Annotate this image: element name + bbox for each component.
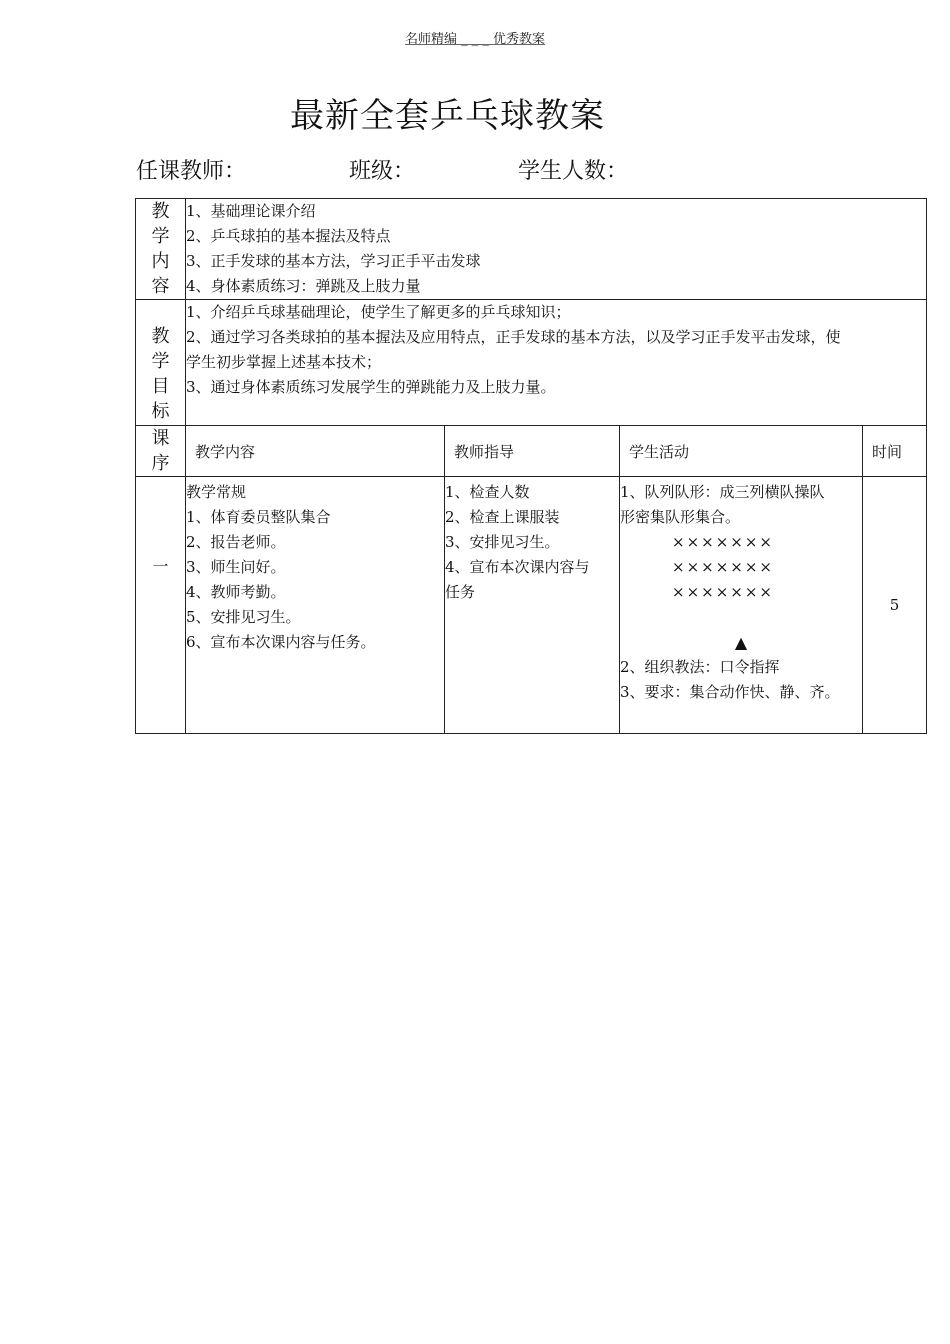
teacher-guidance [445, 477, 620, 734]
formation-row: ××××××× [672, 558, 774, 576]
content-items [186, 199, 927, 300]
activity-line: 形密集队形集合。 [620, 508, 741, 526]
spacer [620, 605, 862, 630]
student-activity [620, 477, 863, 734]
teacher-label: 任课教师： [136, 159, 247, 184]
formation-row: ××××××× [672, 533, 774, 551]
goals-row [136, 300, 927, 426]
activity-line: 1、队列队形：成三列横队操队 [620, 483, 825, 501]
time-header: 时间 [863, 426, 927, 477]
content-item: 1、基础理论课介绍 [186, 202, 316, 220]
routine-line: 3、师生问好。 [186, 558, 286, 576]
page-title: 最新全套乒乓球教案 [290, 96, 605, 136]
content-item: 3、正手发球的基本方法，学习正手平击发球 [186, 252, 481, 270]
seq-header-char: 课 [151, 428, 170, 449]
goals-text [186, 300, 927, 426]
goal-line: 3、通过身体素质练习发展学生的弹跳能力及上肢力量。 [186, 378, 556, 396]
guidance-line: 2、检查上课服装 [445, 508, 560, 526]
content-label-char: 学 [151, 226, 170, 247]
activity-line: 3、要求：集合动作快、静、齐。 [620, 683, 840, 701]
formation-row: ××××××× [672, 583, 774, 601]
class-label: 班级： [349, 159, 416, 184]
routine-line: 教学常规 [186, 483, 247, 501]
goals-label-char: 目 [151, 376, 170, 397]
goal-line: 学生初步掌握上述基本技术； [186, 353, 382, 371]
seq-header-char: 序 [151, 453, 170, 474]
goals-label [136, 300, 186, 426]
routine-line: 5、安排见习生。 [186, 608, 301, 626]
time-cell: 5 [863, 477, 927, 734]
routine-line: 2、报告老师。 [186, 533, 286, 551]
header-note [0, 28, 950, 47]
routine-line: 1、体育委员整队集合 [186, 508, 331, 526]
lesson-plan-table [135, 198, 927, 734]
seq-cell: 一 [136, 477, 186, 734]
content-row [136, 199, 927, 300]
goals-label-char: 教 [151, 326, 170, 347]
schedule-header-row [136, 426, 927, 477]
activity-line: 2、组织教法：口令指挥 [620, 658, 780, 676]
schedule-row [136, 477, 927, 734]
goals-label-char: 学 [151, 351, 170, 372]
routine-line: 4、教师考勤。 [186, 583, 286, 601]
goals-label-char: 标 [151, 401, 170, 422]
student-header: 学生活动 [620, 426, 863, 477]
content-item: 2、乒乓球拍的基本握法及特点 [186, 227, 391, 245]
header-note-text: 名师精编 _ _ _ 优秀教案 [404, 32, 546, 47]
goal-line: 1、介绍乒乓球基础理论，使学生了解更多的乒乓球知识； [186, 303, 571, 321]
goal-line: 2、通过学习各类球拍的基本握法及应用特点，正手发球的基本方法，以及学习正手发平击发球，使 [186, 328, 841, 346]
guidance-line: 4、宣布本次课内容与 [445, 558, 590, 576]
students-label: 学生人数： [518, 159, 629, 184]
teacher-header: 教师指导 [445, 426, 620, 477]
content-header: 教学内容 [186, 426, 445, 477]
guidance-line: 任务 [445, 583, 476, 601]
routine-line: 6、宣布本次课内容与任务。 [186, 633, 376, 651]
guidance-line: 1、检查人数 [445, 483, 530, 501]
content-label-char: 容 [151, 276, 170, 297]
guidance-line: 3、安排见习生。 [445, 533, 560, 551]
content-item: 4、身体素质练习：弹跳及上肢力量 [186, 277, 421, 295]
routine-content [186, 477, 445, 734]
content-label-char: 内 [151, 251, 170, 272]
seq-header [136, 426, 186, 477]
content-label-char: 教 [151, 201, 170, 222]
content-label [136, 199, 186, 300]
teacher-position-icon: ▲ [734, 633, 748, 652]
